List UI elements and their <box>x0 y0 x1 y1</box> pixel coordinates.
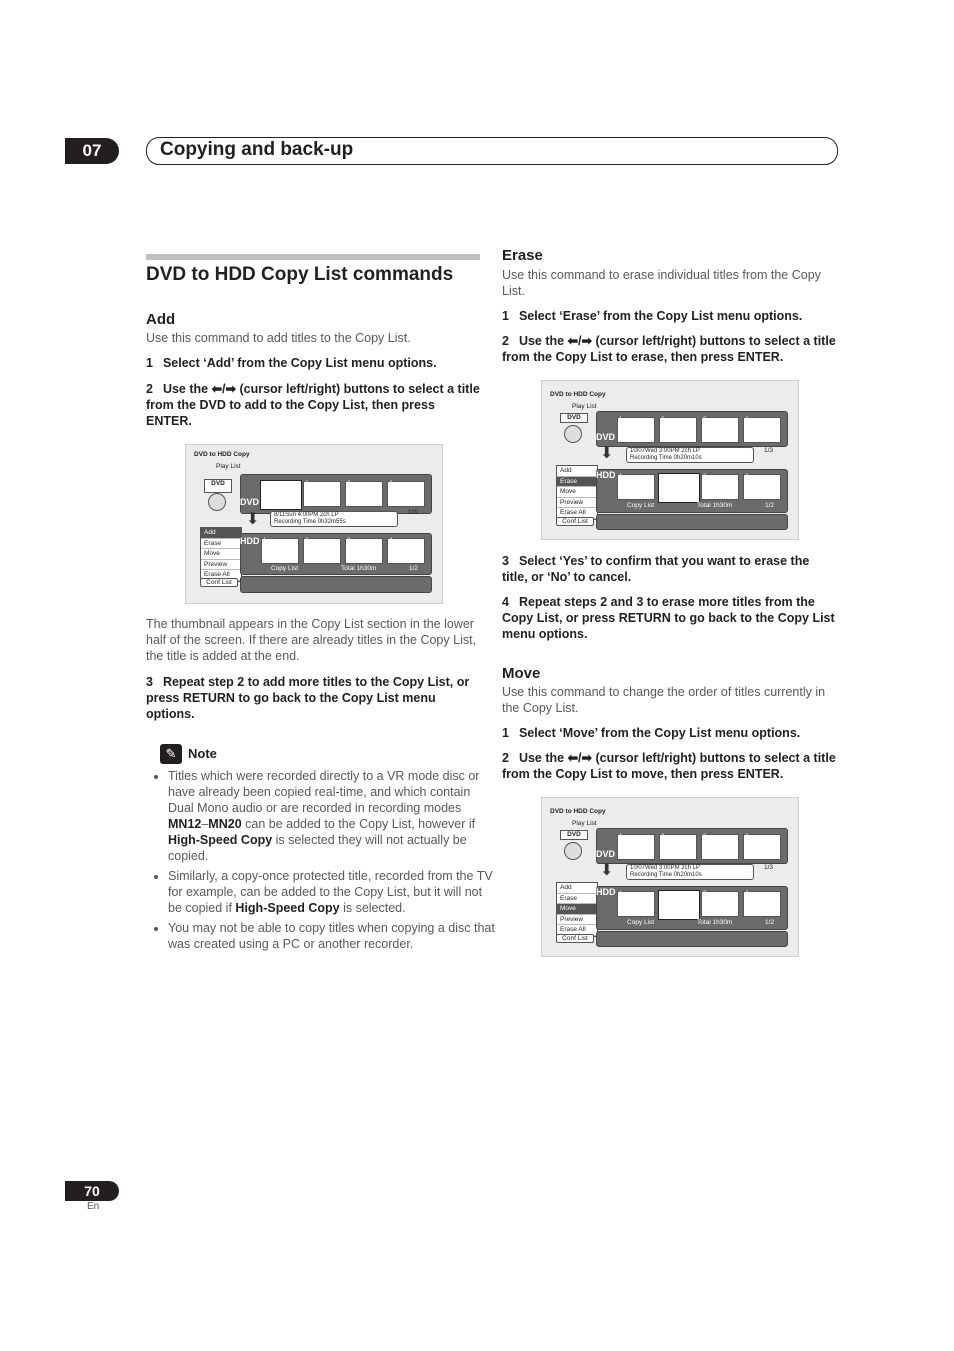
step-number: 1 <box>146 356 153 370</box>
disc-icon <box>564 425 582 443</box>
menu-item-erase-all[interactable]: Erase All <box>557 508 597 519</box>
copy-thumb[interactable]: 2 <box>303 538 341 564</box>
note-title: Note <box>188 746 217 761</box>
hdd-label: HDD <box>240 536 260 546</box>
info-line-1: 10/07Wed 3:00PM 2ch LP <box>630 865 700 871</box>
play-list-label: Play List <box>572 403 597 410</box>
title-info <box>626 447 754 463</box>
dvd-title-panel <box>596 828 788 864</box>
step-text: Repeat steps 2 and 3 to erase more titles from the Copy List, or press RETURN to go back to the Copy List menu options. <box>502 595 835 641</box>
add-after-text: The thumbnail appears in the Copy List section in the lower half of the screen. If there are already titles in the Copy List, the title is added at the end. <box>146 617 477 663</box>
move-step-1 <box>502 725 836 741</box>
erase-step-1 <box>502 308 836 324</box>
info-line-2: Recording Time 0h32m55s <box>274 519 346 525</box>
erase-step-2 <box>502 333 838 365</box>
copy-list-label: Copy List <box>627 919 655 926</box>
menu-item-add[interactable]: Add <box>201 528 241 539</box>
title-thumb[interactable]: 1 <box>617 834 655 860</box>
copy-list-label: Copy List <box>627 502 655 509</box>
info-line-1: 10/07Wed 3:00PM 2ch LP <box>630 448 700 454</box>
note-item: • You may not be able to copy titles when copying a disc that was created using a PC or another recorder. <box>168 920 498 952</box>
step-number: 2 <box>502 751 509 765</box>
play-list-label: Play List <box>572 820 597 827</box>
menu-item-erase-all[interactable]: Erase All <box>557 925 597 936</box>
menu-item-erase[interactable]: Erase <box>557 894 597 905</box>
title-info <box>270 511 398 527</box>
step-text: Use the ⬅/➡ (cursor left/right) buttons to select a title from the DVD to add to the Copy List, then press ENTER. <box>146 382 480 428</box>
erase-heading: Erase <box>502 247 543 264</box>
step-text: Select ‘Move’ from the Copy List menu options. <box>518 726 801 740</box>
move-step-2 <box>502 750 838 782</box>
menu-item-preview[interactable]: Preview <box>201 560 241 571</box>
conf-list-button[interactable]: Conf List <box>200 578 238 587</box>
title-thumb[interactable]: 3 <box>345 481 383 507</box>
info-line-2: Recording Time 0h20m10s <box>630 872 702 878</box>
page-indicator: 1/2 <box>409 565 419 572</box>
down-arrow-icon: ⬇ <box>600 862 614 879</box>
copy-thumb[interactable]: 1 <box>617 891 655 917</box>
screen-header: DVD to HDD Copy <box>550 391 606 398</box>
copy-thumb[interactable]: 1 <box>261 538 299 564</box>
section-rule <box>146 254 480 260</box>
copy-list-menu <box>556 465 598 520</box>
screen-erase <box>541 380 799 540</box>
chapter-number: 07 <box>65 138 119 164</box>
dvd-label: DVD <box>596 432 616 442</box>
step-text: Use the ⬅/➡ (cursor left/right) buttons to select a title from the Copy List to move, then press ENTER. <box>502 751 836 781</box>
add-heading: Add <box>146 311 176 328</box>
down-arrow-icon: ⬇ <box>600 445 614 462</box>
copy-thumb[interactable]: 4 <box>387 538 425 564</box>
menu-item-erase[interactable]: Erase <box>557 477 597 488</box>
copy-list-panel <box>596 469 788 513</box>
total-time: Total 1h30m <box>697 919 733 926</box>
title-thumb[interactable]: 3 <box>701 834 739 860</box>
page-indicator: 1/3 <box>408 509 418 516</box>
hdd-label: HDD <box>596 470 616 480</box>
add-step-2 <box>146 381 480 429</box>
step-number: 3 <box>146 675 153 689</box>
title-info <box>626 864 754 880</box>
copy-list-menu <box>556 882 598 937</box>
conf-list-button[interactable]: Conf List <box>556 934 594 943</box>
copy-list-label: Copy List <box>271 565 299 572</box>
copy-thumb[interactable]: 3 <box>701 891 739 917</box>
title-thumb[interactable]: 4 <box>743 417 781 443</box>
title-thumb[interactable]: 2 <box>303 481 341 507</box>
menu-item-erase[interactable]: Erase <box>201 539 241 550</box>
page-indicator: 1/3 <box>764 864 774 871</box>
add-intro: Use this command to add titles to the Copy List. <box>146 331 411 345</box>
step-text: Select ‘Yes’ to confirm that you want to erase the title, or ‘No’ to cancel. <box>502 554 810 584</box>
note-pencil-icon: ✎ <box>160 744 182 764</box>
note-item: • Titles which were recorded directly to a VR mode disc or have already been copied real-time, and which contain Dual Mono audio or are recorded in recording modes MN12–MN20 can be added to the Copy List, however if High-Speed Copy is selected they will not actually be copied. <box>168 768 498 864</box>
menu-item-move[interactable]: Move <box>557 904 597 915</box>
step-number: 1 <box>502 726 509 740</box>
screen-header: DVD to HDD Copy <box>550 808 606 815</box>
copy-thumb-selected[interactable]: 2 <box>659 474 699 502</box>
copy-thumb[interactable]: 4 <box>743 474 781 500</box>
dvd-logo: DVD <box>560 413 588 423</box>
disc-icon <box>208 493 226 511</box>
copy-thumb[interactable]: 3 <box>345 538 383 564</box>
dvd-title-panel <box>596 411 788 447</box>
title-thumb[interactable]: 4 <box>387 481 425 507</box>
total-time: Total 1h30m <box>341 565 377 572</box>
dvd-label: DVD <box>240 497 260 507</box>
add-step-1 <box>146 355 480 371</box>
disc-icon <box>564 842 582 860</box>
page-indicator: 1/2 <box>765 919 775 926</box>
menu-item-move[interactable]: Move <box>201 549 241 560</box>
copy-list-panel <box>596 886 788 930</box>
copy-thumb[interactable]: 1 <box>617 474 655 500</box>
menu-item-add[interactable]: Add <box>557 466 597 477</box>
menu-item-preview[interactable]: Preview <box>557 915 597 926</box>
move-intro: Use this command to change the order of titles currently in the Copy List. <box>502 685 826 715</box>
copy-list-panel <box>240 533 432 575</box>
screen-header: DVD to HDD Copy <box>194 451 250 458</box>
step-number: 4 <box>502 595 509 609</box>
footer-bar <box>240 576 432 593</box>
menu-item-erase-all[interactable]: Erase All <box>201 570 241 581</box>
step-text: Select ‘Add’ from the Copy List menu options. <box>162 356 437 370</box>
play-list-label: Play List <box>216 463 241 470</box>
erase-step-4 <box>502 594 836 642</box>
title-thumb[interactable]: 1 <box>261 481 301 509</box>
dvd-title-panel <box>240 474 432 514</box>
screen-move <box>541 797 799 957</box>
page-indicator: 1/3 <box>764 447 774 454</box>
section-title: DVD to HDD Copy List commands <box>146 264 454 285</box>
title-thumb[interactable]: 3 <box>701 417 739 443</box>
menu-item-add[interactable]: Add <box>557 883 597 894</box>
hdd-label: HDD <box>596 887 616 897</box>
step-number: 1 <box>502 309 509 323</box>
title-thumb[interactable]: 4 <box>743 834 781 860</box>
step-text: Use the ⬅/➡ (cursor left/right) buttons to select a title from the Copy List to erase, then press ENTER. <box>502 334 836 364</box>
title-thumb[interactable]: 2 <box>659 417 697 443</box>
note-list <box>154 768 498 956</box>
footer-bar <box>596 931 788 947</box>
copy-thumb[interactable]: 3 <box>701 474 739 500</box>
step-number: 2 <box>146 382 153 396</box>
conf-list-button[interactable]: Conf List <box>556 517 594 526</box>
footer-bar <box>596 514 788 530</box>
note-item: • Similarly, a copy-once protected title, recorded from the TV for example, can be added to the Copy List, but it will not be copied if High-Speed Copy is selected. <box>168 868 498 916</box>
menu-item-preview[interactable]: Preview <box>557 498 597 509</box>
page-language: En <box>87 1201 100 1212</box>
dvd-logo: DVD <box>560 830 588 840</box>
page-number: 70 <box>65 1181 119 1201</box>
dvd-logo: DVD <box>204 479 232 493</box>
step-text: Select ‘Erase’ from the Copy List menu options. <box>518 309 803 323</box>
erase-intro: Use this command to erase individual titles from the Copy List. <box>502 268 821 298</box>
step-number: 2 <box>502 334 509 348</box>
add-step-3 <box>146 674 480 722</box>
total-time: Total 1h30m <box>697 502 733 509</box>
move-heading: Move <box>502 665 541 682</box>
title-thumb[interactable]: 2 <box>659 834 697 860</box>
screen-add <box>185 444 443 604</box>
step-text: Repeat step 2 to add more titles to the Copy List, or press RETURN to go back to the Copy List menu options. <box>146 675 470 721</box>
menu-item-move[interactable]: Move <box>557 487 597 498</box>
copy-thumb-selected[interactable]: 2 <box>659 891 699 919</box>
dvd-label: DVD <box>596 849 616 859</box>
down-arrow-icon: ⬇ <box>246 511 260 528</box>
chapter-title: Copying and back-up <box>160 139 354 160</box>
copy-list-menu <box>200 527 242 582</box>
erase-step-3 <box>502 553 836 585</box>
page-indicator: 1/2 <box>765 502 775 509</box>
info-line-1: 8/11Sun 4:00PM 2ch LP <box>274 512 339 518</box>
step-number: 3 <box>502 554 509 568</box>
info-line-2: Recording Time 0h20m10s <box>630 455 702 461</box>
title-thumb[interactable]: 1 <box>617 417 655 443</box>
copy-thumb[interactable]: 4 <box>743 891 781 917</box>
